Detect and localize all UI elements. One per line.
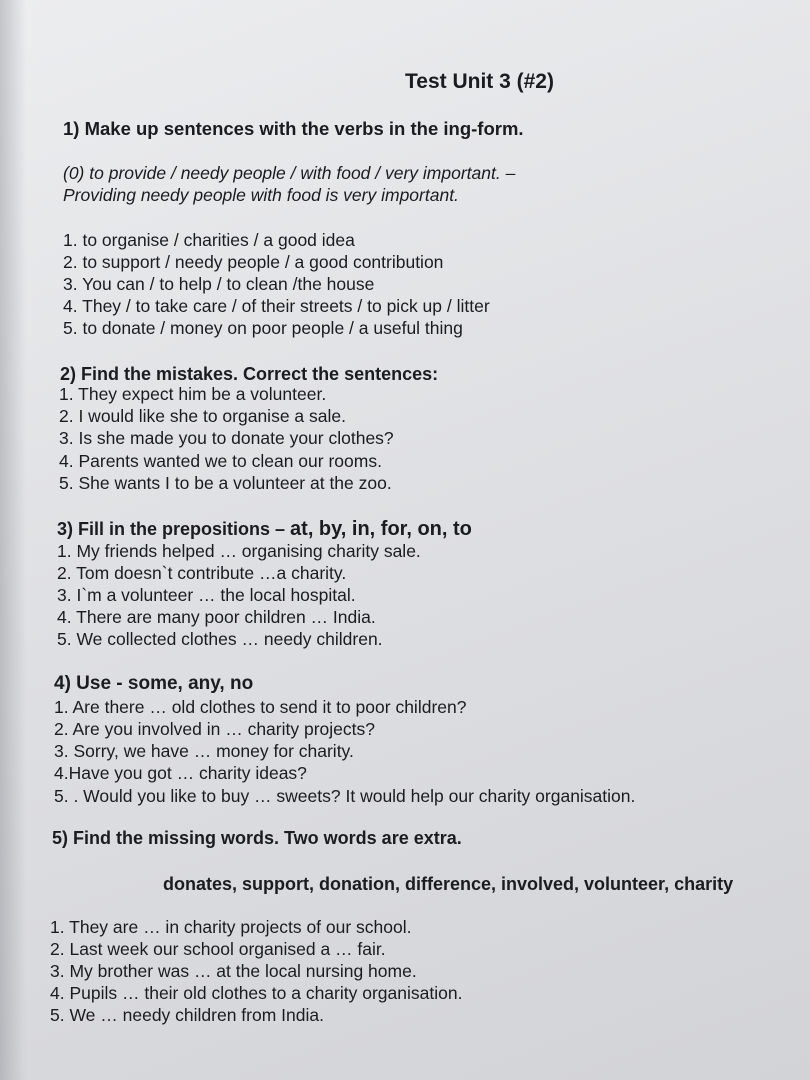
section-3-item: 2. Tom doesn`t contribute …a charity. xyxy=(57,563,347,583)
section-5-item: 1. They are … in charity projects of our school. xyxy=(50,917,412,937)
section-1-heading: 1) Make up sentences with the verbs in the ing-form. xyxy=(63,118,524,139)
section-3-item: 3. I`m a volunteer … the local hospital. xyxy=(57,585,356,605)
section-4-item: 3. Sorry, we have … money for charity. xyxy=(54,741,354,761)
section-1-example-prompt: (0) to provide / needy people / with food / very important. – xyxy=(63,163,516,183)
section-2-heading: 2) Find the mistakes. Correct the sentences: xyxy=(60,364,439,384)
section-3-item: 4. There are many poor children … India. xyxy=(57,607,376,627)
section-2-item: 1. They expect him be a volunteer. xyxy=(59,384,327,404)
section-1-example-answer: Providing needy people with food is very important. xyxy=(63,185,459,205)
section-4-heading: 4) Use - some, any, no xyxy=(54,673,254,694)
section-3-item: 5. We collected clothes … needy children. xyxy=(57,629,383,649)
section-4-item: 5. . Would you like to buy … sweets? It would help our charity organisation. xyxy=(54,786,636,806)
section-1-item: 4. They / to take care / of their streets / to pick up / litter xyxy=(63,296,490,316)
section-2-item: 4. Parents wanted we to clean our rooms. xyxy=(59,451,382,471)
section-2-item: 5. She wants I to be a volunteer at the zoo. xyxy=(59,473,392,493)
word-bank: donates, support, donation, difference, involved, volunteer, charity xyxy=(163,874,734,894)
section-3-heading-prefix: 3) Fill in the prepositions – xyxy=(57,519,291,539)
page-title: Test Unit 3 (#2) xyxy=(405,70,554,93)
section-5-item: 4. Pupils … their old clothes to a charity organisation. xyxy=(50,983,463,1003)
section-4-item: 1. Are there … old clothes to send it to poor children? xyxy=(54,697,467,717)
section-3-heading-words: at, by, in, for, on, to xyxy=(290,518,472,540)
section-5-item: 5. We … needy children from India. xyxy=(50,1005,324,1025)
section-1-item: 2. to support / needy people / a good contribution xyxy=(63,252,444,272)
section-3-item: 1. My friends helped … organising charity sale. xyxy=(57,541,421,561)
section-5-item: 2. Last week our school organised a … fair. xyxy=(50,939,386,959)
section-3-heading xyxy=(57,518,472,541)
section-4-item: 2. Are you involved in … charity projects? xyxy=(54,719,375,739)
section-1-item: 3. You can / to help / to clean /the house xyxy=(63,274,375,294)
section-2-item: 2. I would like she to organise a sale. xyxy=(59,406,346,426)
section-5-item: 3. My brother was … at the local nursing home. xyxy=(50,961,417,981)
section-1-item: 1. to organise / charities / a good idea xyxy=(63,230,355,250)
page-shadow xyxy=(0,0,26,1080)
section-5-heading: 5) Find the missing words. Two words are extra. xyxy=(52,828,462,848)
section-2-item: 3. Is she made you to donate your clothes? xyxy=(59,428,394,448)
section-4-item: 4.Have you got … charity ideas? xyxy=(54,763,307,783)
section-1-item: 5. to donate / money on poor people / a useful thing xyxy=(63,318,463,338)
